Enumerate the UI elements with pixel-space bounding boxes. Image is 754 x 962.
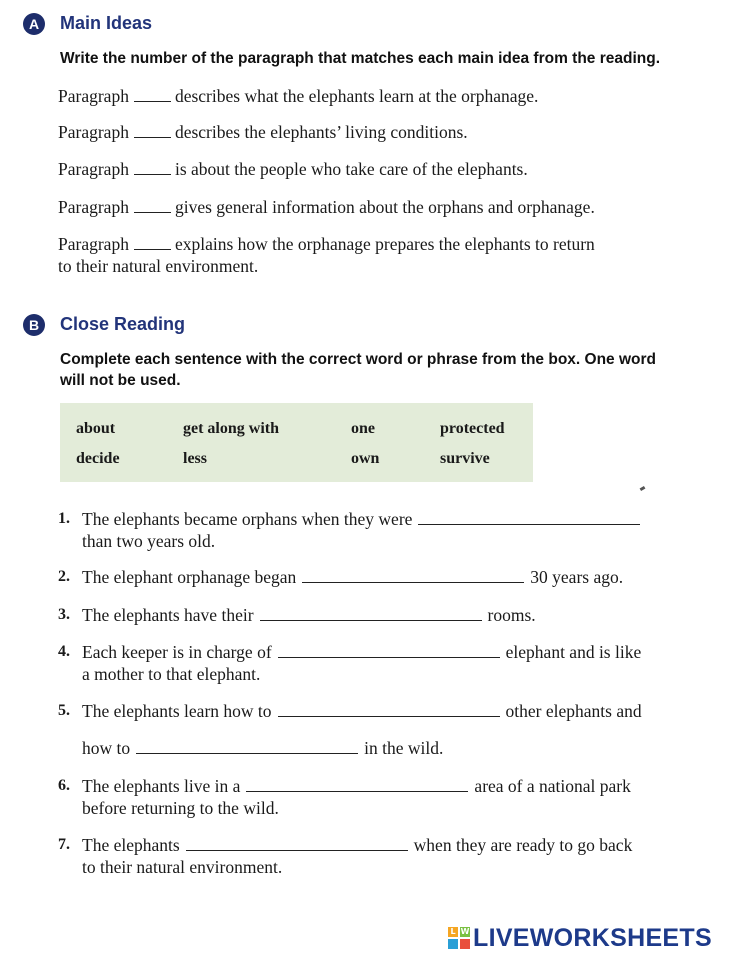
logo-icon bbox=[448, 927, 470, 949]
main-idea-item bbox=[58, 196, 595, 218]
question-2 bbox=[82, 566, 623, 588]
question-number: 3. bbox=[58, 606, 70, 623]
question-text: The elephants became orphans when they were bbox=[82, 509, 413, 529]
question-6 bbox=[82, 775, 631, 819]
question-4 bbox=[82, 641, 641, 685]
question-text: Each keeper is in charge of bbox=[82, 642, 272, 662]
main-idea-text: is about the people who take care of the elephants. bbox=[174, 159, 528, 179]
instruction-line-2: will not be used. bbox=[60, 372, 181, 389]
question-5 bbox=[82, 700, 642, 722]
question-text-cont: to their natural environment. bbox=[82, 857, 283, 877]
question-text: The elephants have their bbox=[82, 605, 254, 625]
question-text: The elephant orphanage began bbox=[82, 567, 297, 587]
question-number: 6. bbox=[58, 777, 70, 794]
question-text-cont: than two years old. bbox=[82, 531, 216, 551]
main-idea-item bbox=[58, 158, 528, 180]
main-idea-text: explains how the orphanage prepares the elephants to return bbox=[174, 234, 595, 254]
question-text-after: rooms. bbox=[487, 605, 536, 625]
question-number: 4. bbox=[58, 643, 70, 660]
answer-blank[interactable] bbox=[246, 777, 468, 792]
answer-blank[interactable] bbox=[136, 739, 358, 754]
question-7 bbox=[82, 834, 632, 878]
paragraph-label: Paragraph bbox=[58, 122, 129, 142]
question-text-after: area of a national park bbox=[474, 776, 631, 796]
question-text: The elephants bbox=[82, 835, 180, 855]
logo-tile-w: W bbox=[460, 927, 470, 936]
answer-blank[interactable] bbox=[278, 643, 500, 658]
section-a-title: Main Ideas bbox=[60, 13, 153, 33]
logo-text: LIVEWORKSHEETS bbox=[473, 923, 712, 952]
question-text-after: when they are ready to go back bbox=[413, 835, 633, 855]
paragraph-blank[interactable] bbox=[134, 198, 171, 213]
question-text: how to bbox=[82, 738, 131, 758]
question-text-after: in the wild. bbox=[364, 738, 444, 758]
answer-blank[interactable] bbox=[278, 702, 500, 717]
liveworksheets-logo bbox=[448, 925, 712, 951]
paragraph-blank[interactable] bbox=[134, 123, 171, 138]
question-1 bbox=[82, 508, 646, 552]
question-text-after: 30 years ago. bbox=[530, 567, 624, 587]
word-box-item: less bbox=[183, 450, 207, 467]
instruction-line-1: Complete each sentence with the correct word or phrase from the box. One word bbox=[60, 351, 657, 368]
question-5-line-2 bbox=[82, 737, 443, 759]
logo-tile bbox=[448, 939, 458, 949]
question-text: The elephants learn how to bbox=[82, 701, 272, 721]
main-idea-text: gives general information about the orphans and orphanage. bbox=[174, 197, 595, 217]
section-a-badge: A bbox=[23, 13, 45, 35]
question-number: 7. bbox=[58, 836, 70, 853]
main-idea-item bbox=[58, 85, 538, 107]
answer-blank[interactable] bbox=[302, 568, 524, 583]
section-b-badge: B bbox=[23, 314, 45, 336]
question-text-after: other elephants and bbox=[505, 701, 642, 721]
section-b-title: Close Reading bbox=[60, 314, 186, 334]
word-box-item: protected bbox=[440, 420, 505, 437]
question-number: 5. bbox=[58, 702, 70, 719]
logo-tile-l: L bbox=[448, 927, 458, 937]
main-idea-text-cont: to their natural environment. bbox=[58, 256, 259, 276]
main-idea-item bbox=[58, 233, 595, 277]
question-text-cont: a mother to that elephant. bbox=[82, 664, 261, 684]
question-text: The elephants live in a bbox=[82, 776, 241, 796]
question-text-cont: before returning to the wild. bbox=[82, 798, 279, 818]
word-box-item: decide bbox=[76, 450, 120, 467]
word-box-item: own bbox=[351, 450, 380, 467]
paragraph-label: Paragraph bbox=[58, 197, 129, 217]
word-box-item: one bbox=[351, 420, 375, 437]
paragraph-label: Paragraph bbox=[58, 86, 129, 106]
question-number: 1. bbox=[58, 510, 70, 527]
main-idea-item bbox=[58, 121, 468, 143]
paragraph-blank[interactable] bbox=[134, 235, 171, 250]
paragraph-label: Paragraph bbox=[58, 234, 129, 254]
word-box-item: survive bbox=[440, 450, 490, 467]
section-a-instruction: Write the number of the paragraph that matches each main idea from the reading. bbox=[60, 50, 661, 67]
answer-blank[interactable] bbox=[418, 510, 640, 525]
word-box bbox=[60, 403, 533, 482]
logo-tile bbox=[460, 939, 470, 949]
paragraph-blank[interactable] bbox=[134, 87, 171, 102]
paragraph-blank[interactable] bbox=[134, 160, 171, 175]
stray-mark bbox=[640, 486, 646, 491]
paragraph-label: Paragraph bbox=[58, 159, 129, 179]
answer-blank[interactable] bbox=[260, 606, 482, 621]
answer-blank[interactable] bbox=[186, 836, 408, 851]
word-box-item: about bbox=[76, 420, 116, 437]
question-text-after: elephant and is like bbox=[505, 642, 642, 662]
question-3 bbox=[82, 604, 536, 626]
word-box-item: get along with bbox=[183, 420, 279, 437]
section-b-instruction bbox=[60, 349, 656, 391]
main-idea-text: describes the elephants’ living conditions. bbox=[174, 122, 468, 142]
question-number: 2. bbox=[58, 568, 70, 585]
main-idea-text: describes what the elephants learn at the orphanage. bbox=[174, 86, 539, 106]
